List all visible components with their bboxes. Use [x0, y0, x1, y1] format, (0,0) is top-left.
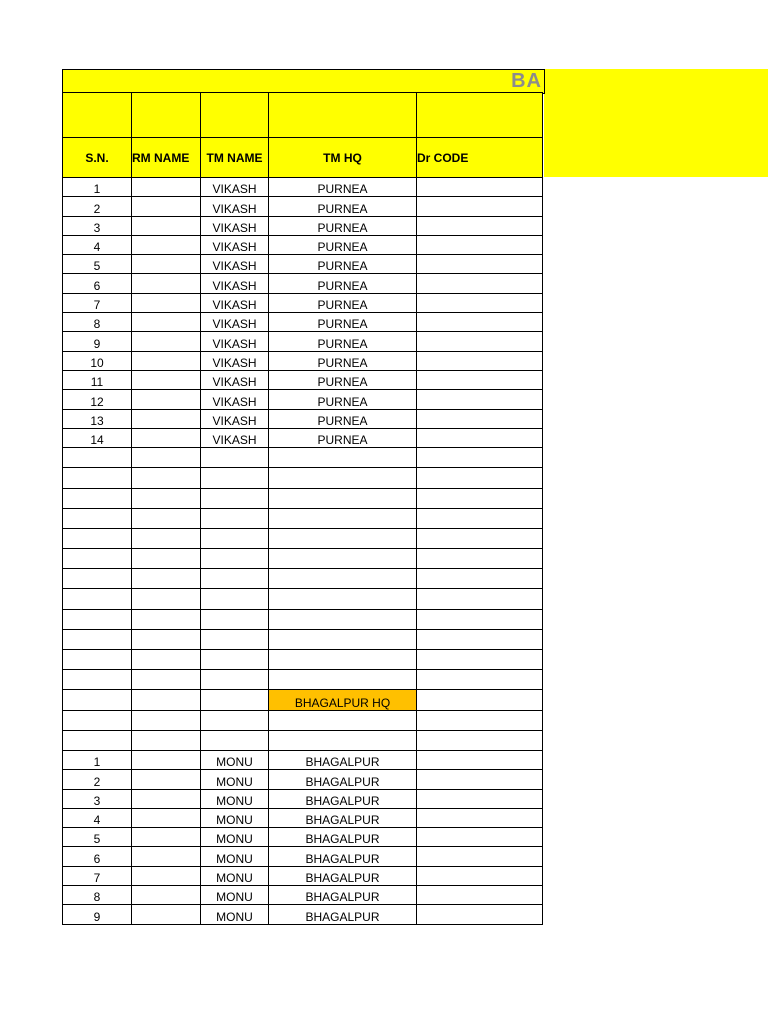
cell-rm-name[interactable] [132, 197, 201, 216]
empty-cell[interactable] [132, 549, 201, 569]
empty-cell[interactable] [132, 468, 201, 488]
table-row [63, 808, 543, 827]
empty-row [63, 508, 543, 528]
cell-tm-name[interactable]: VIKASH [201, 197, 269, 216]
cell-tm-name[interactable]: VIKASH [201, 274, 269, 293]
cell-rm-name[interactable] [132, 847, 201, 866]
cell-tm-hq[interactable]: BHAGALPUR [269, 770, 417, 789]
cell-tm-hq[interactable]: BHAGALPUR [269, 886, 417, 905]
table-row [63, 886, 543, 905]
cell-dr-code[interactable] [417, 409, 543, 428]
empty-cell[interactable] [63, 468, 132, 488]
empty-cell[interactable] [201, 690, 269, 710]
cell-dr-code[interactable] [417, 808, 543, 827]
cell-tm-name[interactable]: VIKASH [201, 390, 269, 409]
header-spacer-cell [132, 93, 201, 138]
cell-tm-name[interactable]: VIKASH [201, 255, 269, 274]
cell-rm-name[interactable] [132, 332, 201, 351]
cell-tm-name[interactable]: VIKASH [201, 428, 269, 447]
empty-row [63, 650, 543, 670]
empty-row [63, 589, 543, 609]
empty-cell[interactable] [417, 549, 543, 569]
empty-cell[interactable] [417, 730, 543, 750]
empty-cell[interactable] [132, 508, 201, 528]
empty-cell[interactable] [63, 589, 132, 609]
cell-tm-name[interactable]: VIKASH [201, 216, 269, 235]
table-row [63, 178, 543, 197]
cell-rm-name[interactable] [132, 770, 201, 789]
table-row [63, 332, 543, 351]
cell-sn[interactable]: 8 [63, 886, 132, 905]
empty-cell[interactable] [417, 468, 543, 488]
table-row [63, 770, 543, 789]
cell-sn[interactable]: 1 [63, 178, 132, 197]
cell-tm-name[interactable]: VIKASH [201, 351, 269, 370]
cell-dr-code[interactable] [417, 828, 543, 847]
header-spacer-cell [63, 93, 132, 138]
cell-tm-name[interactable]: VIKASH [201, 235, 269, 254]
cell-rm-name[interactable] [132, 293, 201, 312]
cell-rm-name[interactable] [132, 274, 201, 293]
cell-rm-name[interactable] [132, 216, 201, 235]
cell-tm-hq[interactable]: PURNEA [269, 390, 417, 409]
cell-tm-hq[interactable]: PURNEA [269, 428, 417, 447]
empty-cell[interactable] [63, 710, 132, 730]
empty-row [63, 670, 543, 690]
header-spacer-row [63, 93, 543, 138]
empty-row [63, 549, 543, 569]
empty-cell[interactable] [269, 508, 417, 528]
cell-tm-hq[interactable]: BHAGALPUR [269, 750, 417, 769]
empty-cell[interactable] [201, 670, 269, 690]
cell-tm-hq[interactable]: PURNEA [269, 197, 417, 216]
empty-cell[interactable] [201, 488, 269, 508]
empty-cell[interactable] [132, 569, 201, 589]
cell-dr-code[interactable] [417, 866, 543, 885]
cell-tm-name[interactable]: VIKASH [201, 178, 269, 197]
empty-cell[interactable] [63, 569, 132, 589]
cell-rm-name[interactable] [132, 428, 201, 447]
header-rm-name: RM NAME [132, 138, 201, 178]
cell-sn[interactable]: 9 [63, 905, 132, 924]
table-row [63, 828, 543, 847]
empty-cell[interactable] [201, 609, 269, 629]
cell-sn[interactable]: 13 [63, 409, 132, 428]
empty-cell[interactable] [63, 609, 132, 629]
cell-tm-name[interactable]: MONU [201, 808, 269, 827]
empty-cell[interactable] [63, 650, 132, 670]
empty-cell[interactable] [132, 609, 201, 629]
cell-dr-code[interactable] [417, 235, 543, 254]
cell-dr-code[interactable] [417, 390, 543, 409]
cell-rm-name[interactable] [132, 828, 201, 847]
table-row [63, 750, 543, 769]
cell-rm-name[interactable] [132, 235, 201, 254]
empty-cell[interactable] [132, 730, 201, 750]
empty-cell[interactable] [63, 730, 132, 750]
empty-cell[interactable] [201, 650, 269, 670]
cell-sn[interactable]: 12 [63, 390, 132, 409]
empty-row [63, 468, 543, 488]
cell-tm-hq[interactable]: BHAGALPUR [269, 789, 417, 808]
empty-cell[interactable] [417, 710, 543, 730]
cell-tm-name[interactable]: VIKASH [201, 293, 269, 312]
table-row [63, 390, 543, 409]
cell-sn[interactable]: 4 [63, 235, 132, 254]
cell-sn[interactable]: 5 [63, 828, 132, 847]
cell-sn[interactable]: 7 [63, 293, 132, 312]
cell-sn[interactable]: 6 [63, 847, 132, 866]
empty-cell[interactable] [63, 549, 132, 569]
cell-tm-name[interactable]: MONU [201, 866, 269, 885]
cell-sn[interactable]: 8 [63, 313, 132, 332]
header-highlight-band [544, 69, 768, 177]
cell-dr-code[interactable] [417, 178, 543, 197]
header-spacer-cell [201, 93, 269, 138]
cell-tm-name[interactable]: MONU [201, 770, 269, 789]
cell-dr-code[interactable] [417, 274, 543, 293]
empty-cell[interactable] [201, 528, 269, 548]
cell-sn[interactable]: 10 [63, 351, 132, 370]
empty-cell[interactable] [201, 508, 269, 528]
spreadsheet-table [62, 92, 543, 925]
empty-cell[interactable] [269, 448, 417, 468]
empty-row [63, 730, 543, 750]
empty-cell[interactable] [269, 730, 417, 750]
empty-row [63, 488, 543, 508]
cell-rm-name[interactable] [132, 750, 201, 769]
cell-sn[interactable]: 6 [63, 274, 132, 293]
cell-rm-name[interactable] [132, 255, 201, 274]
cell-rm-name[interactable] [132, 313, 201, 332]
empty-cell[interactable] [269, 609, 417, 629]
cell-dr-code[interactable] [417, 255, 543, 274]
empty-cell[interactable] [417, 690, 543, 710]
cell-sn[interactable]: 9 [63, 332, 132, 351]
table-row [63, 197, 543, 216]
header-sn: S.N. [63, 138, 132, 178]
table-row [63, 255, 543, 274]
empty-cell[interactable] [417, 508, 543, 528]
cell-tm-hq[interactable]: PURNEA [269, 255, 417, 274]
header-tm-hq: TM HQ [269, 138, 417, 178]
cell-dr-code[interactable] [417, 847, 543, 866]
empty-cell[interactable] [417, 589, 543, 609]
cell-tm-hq[interactable]: PURNEA [269, 332, 417, 351]
empty-cell[interactable] [63, 690, 132, 710]
cell-tm-name[interactable]: MONU [201, 905, 269, 924]
cell-tm-hq[interactable]: PURNEA [269, 313, 417, 332]
cell-rm-name[interactable] [132, 886, 201, 905]
cell-tm-hq[interactable]: PURNEA [269, 351, 417, 370]
cell-sn[interactable]: 3 [63, 789, 132, 808]
cell-tm-hq[interactable]: BHAGALPUR [269, 905, 417, 924]
cell-tm-hq[interactable]: PURNEA [269, 274, 417, 293]
empty-cell[interactable] [201, 629, 269, 649]
empty-cell[interactable] [132, 670, 201, 690]
section-label-bhagalpur-hq[interactable]: BHAGALPUR HQ [269, 690, 417, 710]
cell-dr-code[interactable] [417, 428, 543, 447]
empty-cell[interactable] [269, 569, 417, 589]
empty-cell[interactable] [132, 448, 201, 468]
empty-cell[interactable] [269, 670, 417, 690]
empty-cell[interactable] [201, 589, 269, 609]
cell-sn[interactable]: 3 [63, 216, 132, 235]
empty-cell[interactable] [63, 670, 132, 690]
cell-dr-code[interactable] [417, 750, 543, 769]
empty-cell[interactable] [201, 730, 269, 750]
empty-cell[interactable] [417, 569, 543, 589]
empty-row [63, 710, 543, 730]
cell-dr-code[interactable] [417, 905, 543, 924]
cell-rm-name[interactable] [132, 789, 201, 808]
empty-cell[interactable] [269, 549, 417, 569]
cell-tm-hq[interactable]: PURNEA [269, 293, 417, 312]
sheet-title: BA [511, 70, 542, 92]
cell-sn[interactable]: 11 [63, 370, 132, 389]
empty-cell[interactable] [201, 710, 269, 730]
cell-rm-name[interactable] [132, 390, 201, 409]
cell-rm-name[interactable] [132, 905, 201, 924]
cell-dr-code[interactable] [417, 197, 543, 216]
empty-cell[interactable] [417, 670, 543, 690]
empty-cell[interactable] [417, 629, 543, 649]
table-row [63, 274, 543, 293]
cell-tm-hq[interactable]: PURNEA [269, 216, 417, 235]
empty-cell[interactable] [417, 528, 543, 548]
empty-cell[interactable] [201, 569, 269, 589]
cell-tm-name[interactable]: VIKASH [201, 332, 269, 351]
empty-cell[interactable] [417, 609, 543, 629]
cell-dr-code[interactable] [417, 351, 543, 370]
cell-dr-code[interactable] [417, 370, 543, 389]
empty-cell[interactable] [132, 528, 201, 548]
empty-cell[interactable] [132, 589, 201, 609]
header-spacer-cell [269, 93, 417, 138]
header-dr-code: Dr CODE [417, 138, 543, 178]
empty-cell[interactable] [201, 468, 269, 488]
empty-row [63, 448, 543, 468]
table-row [63, 409, 543, 428]
table-row [63, 428, 543, 447]
cell-sn[interactable]: 14 [63, 428, 132, 447]
empty-cell[interactable] [417, 448, 543, 468]
table-row [63, 789, 543, 808]
title-row [62, 69, 545, 94]
cell-tm-hq[interactable]: BHAGALPUR [269, 847, 417, 866]
cell-tm-hq[interactable]: BHAGALPUR [269, 808, 417, 827]
cell-tm-name[interactable]: MONU [201, 847, 269, 866]
empty-cell[interactable] [132, 629, 201, 649]
cell-rm-name[interactable] [132, 409, 201, 428]
cell-tm-hq[interactable]: PURNEA [269, 178, 417, 197]
table-row [63, 216, 543, 235]
empty-cell[interactable] [269, 650, 417, 670]
cell-dr-code[interactable] [417, 293, 543, 312]
cell-sn[interactable]: 2 [63, 197, 132, 216]
cell-tm-hq[interactable]: PURNEA [269, 409, 417, 428]
empty-cell[interactable] [132, 690, 201, 710]
empty-row [63, 609, 543, 629]
cell-tm-hq[interactable]: PURNEA [269, 370, 417, 389]
empty-row [63, 528, 543, 548]
empty-cell[interactable] [269, 488, 417, 508]
empty-cell[interactable] [417, 488, 543, 508]
empty-cell[interactable] [63, 508, 132, 528]
table-row [63, 235, 543, 254]
cell-rm-name[interactable] [132, 370, 201, 389]
cell-rm-name[interactable] [132, 808, 201, 827]
cell-sn[interactable]: 1 [63, 750, 132, 769]
empty-cell[interactable] [132, 650, 201, 670]
empty-cell[interactable] [63, 629, 132, 649]
cell-sn[interactable]: 2 [63, 770, 132, 789]
table-row [63, 351, 543, 370]
empty-cell[interactable] [269, 629, 417, 649]
table-row [63, 370, 543, 389]
cell-tm-name[interactable]: MONU [201, 886, 269, 905]
cell-tm-hq[interactable]: PURNEA [269, 235, 417, 254]
cell-dr-code[interactable] [417, 332, 543, 351]
table-row [63, 866, 543, 885]
cell-tm-hq[interactable]: BHAGALPUR [269, 828, 417, 847]
cell-tm-name[interactable]: VIKASH [201, 313, 269, 332]
cell-tm-name[interactable]: VIKASH [201, 409, 269, 428]
empty-cell[interactable] [132, 488, 201, 508]
cell-dr-code[interactable] [417, 886, 543, 905]
empty-cell[interactable] [417, 650, 543, 670]
cell-dr-code[interactable] [417, 770, 543, 789]
empty-cell[interactable] [132, 710, 201, 730]
column-header-row [63, 138, 543, 178]
table-row [63, 905, 543, 924]
empty-cell[interactable] [201, 448, 269, 468]
cell-tm-hq[interactable]: BHAGALPUR [269, 866, 417, 885]
empty-row [63, 629, 543, 649]
empty-cell[interactable] [269, 528, 417, 548]
empty-cell[interactable] [269, 468, 417, 488]
header-spacer-cell [417, 93, 543, 138]
cell-rm-name[interactable] [132, 351, 201, 370]
cell-tm-name[interactable]: VIKASH [201, 370, 269, 389]
cell-dr-code[interactable] [417, 789, 543, 808]
cell-sn[interactable]: 7 [63, 866, 132, 885]
cell-dr-code[interactable] [417, 216, 543, 235]
cell-sn[interactable]: 5 [63, 255, 132, 274]
cell-sn[interactable]: 4 [63, 808, 132, 827]
section-label-row [63, 690, 543, 710]
empty-cell[interactable] [63, 488, 132, 508]
empty-cell[interactable] [269, 589, 417, 609]
cell-dr-code[interactable] [417, 313, 543, 332]
cell-tm-name[interactable]: MONU [201, 750, 269, 769]
header-tm-name: TM NAME [201, 138, 269, 178]
empty-cell[interactable] [201, 549, 269, 569]
empty-cell[interactable] [63, 448, 132, 468]
cell-tm-name[interactable]: MONU [201, 828, 269, 847]
cell-rm-name[interactable] [132, 866, 201, 885]
table-row [63, 293, 543, 312]
empty-row [63, 569, 543, 589]
empty-cell[interactable] [63, 528, 132, 548]
cell-tm-name[interactable]: MONU [201, 789, 269, 808]
cell-rm-name[interactable] [132, 178, 201, 197]
table-row [63, 847, 543, 866]
empty-cell[interactable] [269, 710, 417, 730]
table-row [63, 313, 543, 332]
